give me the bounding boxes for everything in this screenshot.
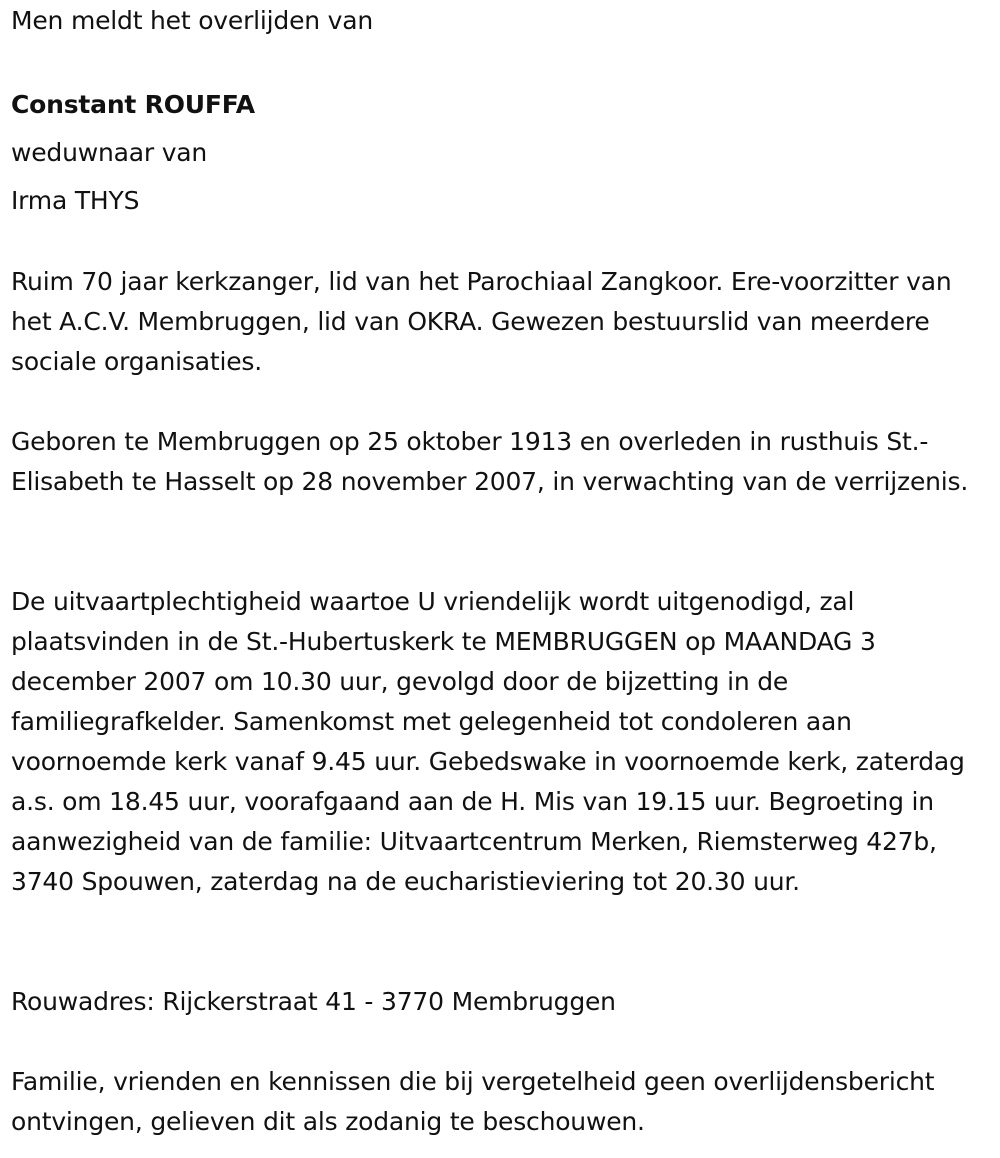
intro-text: Men meldt het overlijden van: [11, 6, 374, 35]
biography-paragraph: Ruim 70 jaar kerkzanger, lid van het Parochiaal Zangkoor. Ere-voorzitter van het A.C.V. Membruggen, lid van OKRA. Gewezen bestuurslid van meerdere sociale organisaties.: [11, 267, 952, 376]
mourning-address: Rouwadres: Rijckerstraat 41 - 3770 Membruggen: [11, 987, 616, 1016]
closing-paragraph: Familie, vrienden en kennissen die bij vergetelheid geen overlijdensbericht ontvingen, gelieven dit als zodanig te beschouwen.: [11, 1067, 935, 1136]
funeral-details-paragraph: De uitvaartplechtigheid waartoe U vriendelijk wordt uitgenodigd, zal plaatsvinden in de St.-Hubertuskerk te MEMBRUGGEN op MAANDAG 3 december 2007 om 10.30 uur, gevolgd door de bijzetting in de familiegrafkelder. Samenkomst met gelegenheid tot condoleren aan voornoemde kerk vanaf 9.45 uur. Gebedswake in voornoemde kerk, zaterdag a.s. om 18.45 uur, voorafgaand aan de H. Mis van 19.15 uur. Begroeting in aanwezigheid van de familie: Uitvaartcentrum Merken, Riemsterweg 427b, 3740 Spouwen, zaterdag na de eucharistieviering tot 20.30 uur.: [11, 587, 965, 896]
deceased-name: Constant ROUFFA: [11, 90, 255, 119]
spouse-name: Irma THYS: [11, 186, 140, 215]
birth-death-paragraph: Geboren te Membruggen op 25 oktober 1913 en overleden in rusthuis St.-Elisabeth te Hasselt op 28 november 2007, in verwachting van de verrijzenis.: [11, 427, 969, 496]
relation-text: weduwnaar van: [11, 138, 208, 167]
